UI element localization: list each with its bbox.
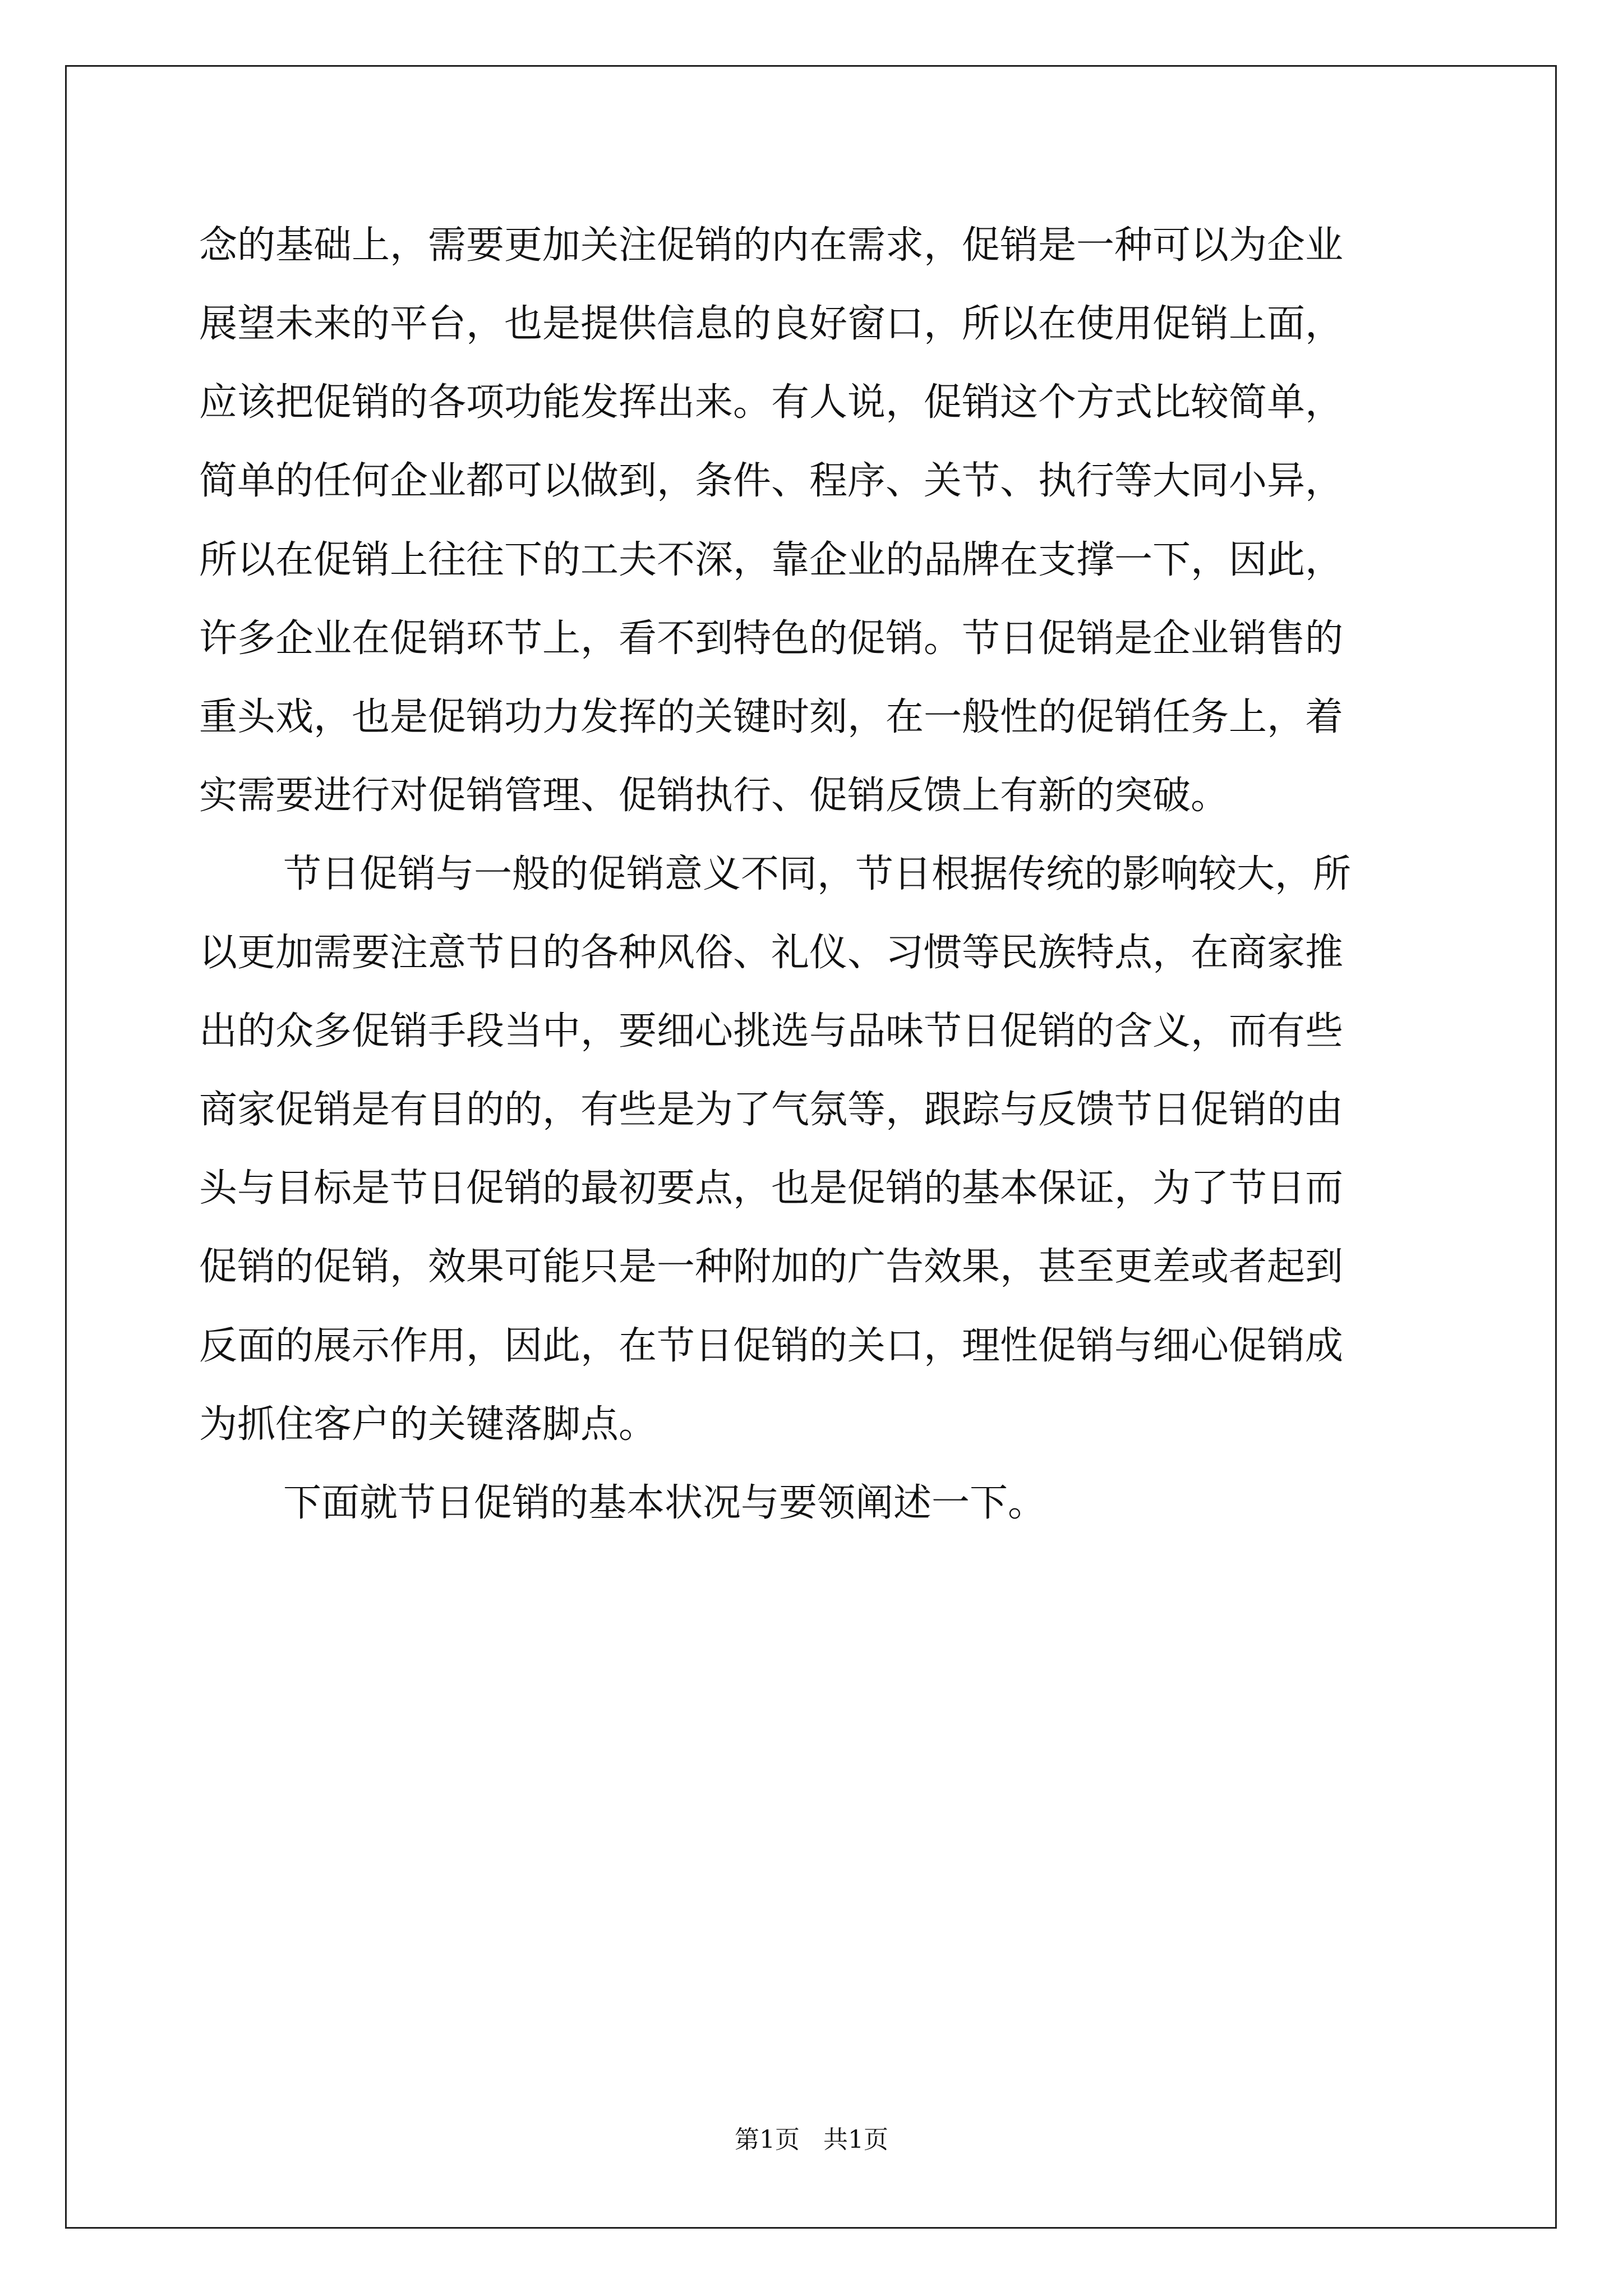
text-line: 实需要进行对促销管理、促销执行、促销反馈上有新的突破。 — [199, 774, 1229, 818]
text-line: 为抓住客户的关键落脚点。 — [199, 1402, 657, 1447]
text-line: 许多企业在促销环节上，看不到特色的促销。节日促销是企业销售的 — [199, 616, 1344, 661]
text-line: 以更加需要注意节日的各种风俗、礼仪、习惯等民族特点，在商家推 — [199, 931, 1344, 975]
text-line: 促销的促销，效果可能只是一种附加的广告效果，甚至更差或者起到 — [199, 1245, 1344, 1289]
text-line: 重头戏，也是促销功力发挥的关键时刻，在一般性的促销任务上，着 — [199, 695, 1344, 739]
text-line: 商家促销是有目的的，有些是为了气氛等，跟踪与反馈节日促销的由 — [199, 1088, 1344, 1132]
text-line: 应该把促销的各项功能发挥出来。有人说，促销这个方式比较简单， — [199, 380, 1344, 425]
page-number-footer: 第1页 共1页 — [735, 2125, 888, 2154]
paragraph-first-line: 下面就节日促销的基本状况与要领阐述一下。 — [283, 1481, 1046, 1525]
text-line: 头与目标是节日促销的最初要点，也是促销的基本保证，为了节日而 — [199, 1166, 1344, 1211]
text-line: 反面的展示作用，因此，在节日促销的关口，理性促销与细心促销成 — [199, 1324, 1344, 1368]
text-line: 念的基础上，需要更加关注促销的内在需求，促销是一种可以为企业 — [199, 223, 1344, 268]
paragraph-first-line: 节日促销与一般的促销意义不同，节日根据传统的影响较大，所 — [283, 852, 1352, 896]
text-line: 简单的任何企业都可以做到，条件、程序、关节、执行等大同小异， — [199, 459, 1344, 503]
text-line: 展望未来的平台，也是提供信息的良好窗口，所以在使用促销上面， — [199, 302, 1344, 346]
text-line: 所以在促销上往往下的工夫不深，靠企业的品牌在支撑一下，因此， — [199, 538, 1344, 582]
text-line: 出的众多促销手段当中，要细心挑选与品味节日促销的含义，而有些 — [199, 1009, 1344, 1053]
